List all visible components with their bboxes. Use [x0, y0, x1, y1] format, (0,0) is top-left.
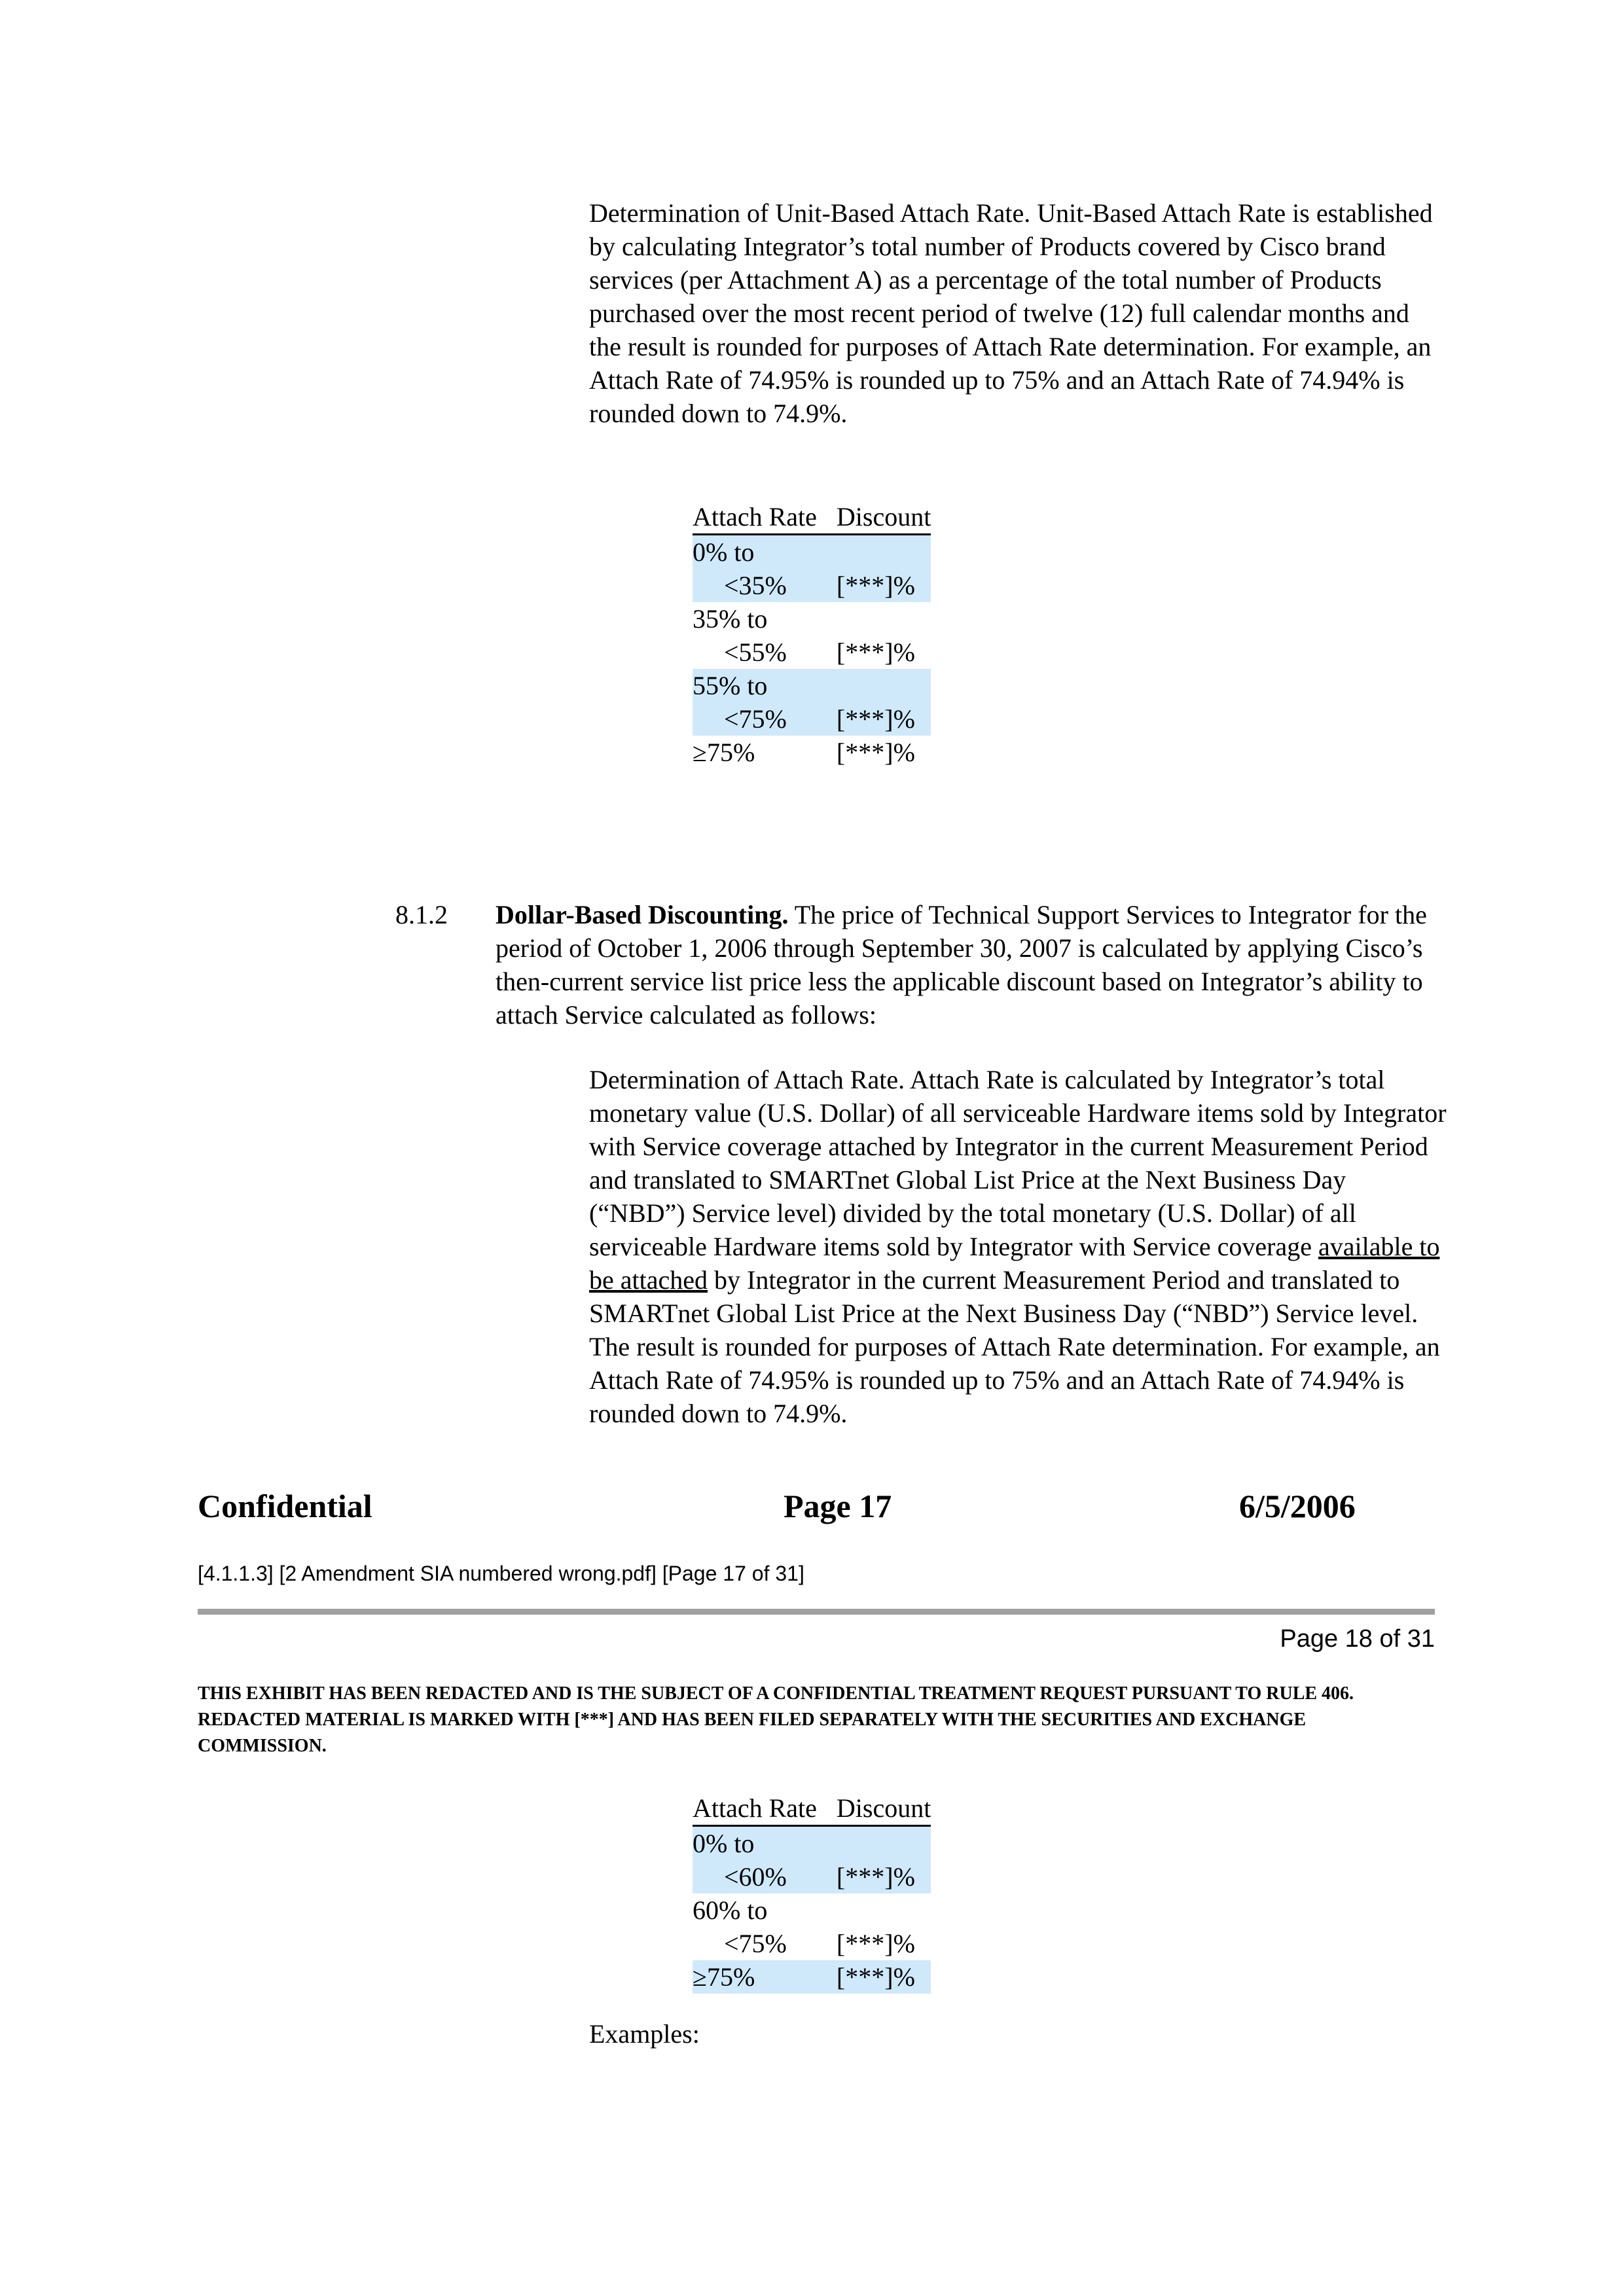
footer-confidential: Confidential [198, 1488, 372, 1524]
attach-rate-range-start: 60% to [693, 1895, 768, 1925]
table-row [693, 669, 931, 736]
table-row [693, 736, 931, 769]
discount-value: [***]% [836, 1929, 915, 1958]
redaction-notice: THIS EXHIBIT HAS BEEN REDACTED AND IS THE SUBJECT OF A CONFIDENTIAL TREATMENT REQUEST PURSUANT TO RULE 406. REDACTED MATERIAL IS MARKED WITH [***] AND HAS BEEN FILED SEPARATELY WITH THE SECURITIES AND EXCHANGE COMMISSION. [198, 1683, 1354, 1756]
attach-rate-range: ≥75% [693, 738, 755, 767]
attach-rate-range-end: <75% [724, 704, 787, 734]
footer-page-number: Page 17 [784, 1488, 892, 1524]
page-divider [198, 1609, 1435, 1615]
section-title: Dollar-Based Discounting. [496, 900, 789, 929]
page-of-indicator: Page 18 of 31 [1280, 1625, 1435, 1653]
attach-rate-text-part2: by Integrator in the current Measurement Period and translated to SMARTnet Global List Price at the Next Business Day (“NBD”) Service level. The result is rounded for purposes of Attach Rate determination. For example, an Attach Rate of 74.95% is rounded up to 75% and an Attach Rate of 74.94% is rounded down to 74.9%. [589, 1265, 1440, 1428]
attach-rate-range-start: 0% to [693, 537, 755, 567]
unit-based-attach-rate-paragraph [589, 196, 1440, 430]
discount-value: [***]% [837, 535, 931, 603]
table-row [693, 535, 931, 603]
attach-rate-range-end: <60% [724, 1862, 787, 1892]
table-row [693, 602, 931, 669]
table2-header-discount: Discount [837, 1791, 931, 1826]
section-number: 8.1.2 [395, 900, 448, 929]
footer-date: 6/5/2006 [1239, 1488, 1356, 1524]
table-row [693, 1960, 931, 1994]
examples-label: Examples: [589, 2019, 700, 2049]
table-row [693, 1893, 931, 1960]
table1-header-attach-rate: Attach Rate [693, 500, 837, 535]
discount-value: [***]% [836, 738, 915, 767]
attach-rate-range-end: <35% [724, 571, 787, 600]
discount-value: [***]% [836, 637, 915, 667]
attach-rate-range-start: 55% to [693, 671, 768, 700]
attach-rate-table-1 [693, 500, 931, 769]
attach-rate-table-2 [693, 1791, 931, 1994]
table-row [693, 1826, 931, 1894]
table2-header-attach-rate: Attach Rate [693, 1791, 837, 1826]
attach-rate-range-start: 0% to [693, 1829, 755, 1858]
attach-rate-range-start: 35% to [693, 604, 768, 634]
discount-value: [***]% [837, 669, 931, 736]
attach-rate-range-end: <75% [724, 1929, 787, 1958]
attach-rate-range: ≥75% [693, 1960, 837, 1994]
file-reference-line: [4.1.1.3] [2 Amendment SIA numbered wrong.pdf] [Page 17 of 31] [198, 1562, 804, 1585]
section-text: The price of Technical Support Services to Integrator for the period of October 1, 2006 through September 30, 2007 is calculated by applying Cisco’s then-current service list price less the applicable discount based on Integrator’s ability to attach Service calculated as follows: [496, 900, 1427, 1030]
discount-value: [***]% [837, 1826, 931, 1894]
attach-rate-range-end: <55% [724, 637, 787, 667]
attach-rate-underlined-text: available to be attached [589, 1232, 1440, 1295]
section-8-1-2-paragraph [496, 898, 1432, 1031]
discount-value: [***]% [837, 1960, 931, 1994]
table1-header-discount: Discount [837, 500, 931, 535]
unit-based-attach-rate-text: Determination of Unit-Based Attach Rate. Unit-Based Attach Rate is established by calculating Integrator’s total number of Products covered by Cisco brand services (per Attachment A) as a percentage of the total number of Products purchased over the most recent period of twelve (12) full calendar months and the result is rounded for purposes of Attach Rate determination. For example, an Attach Rate of 74.95% is rounded up to 75% and an Attach Rate of 74.94% is rounded down to 74.9%. [589, 198, 1433, 428]
attach-rate-paragraph [589, 1063, 1447, 1430]
attach-rate-text-part1: Determination of Attach Rate. Attach Rate is calculated by Integrator’s total monetary value (U.S. Dollar) of all serviceable Hardware items sold by Integrator with Service coverage attached by Integrator in the current Measurement Period and translated to SMARTnet Global List Price at the Next Business Day (“NBD”) Service level) divided by the total monetary (U.S. Dollar) of all serviceable Hardware items sold by Integrator with Service coverage [589, 1065, 1447, 1261]
